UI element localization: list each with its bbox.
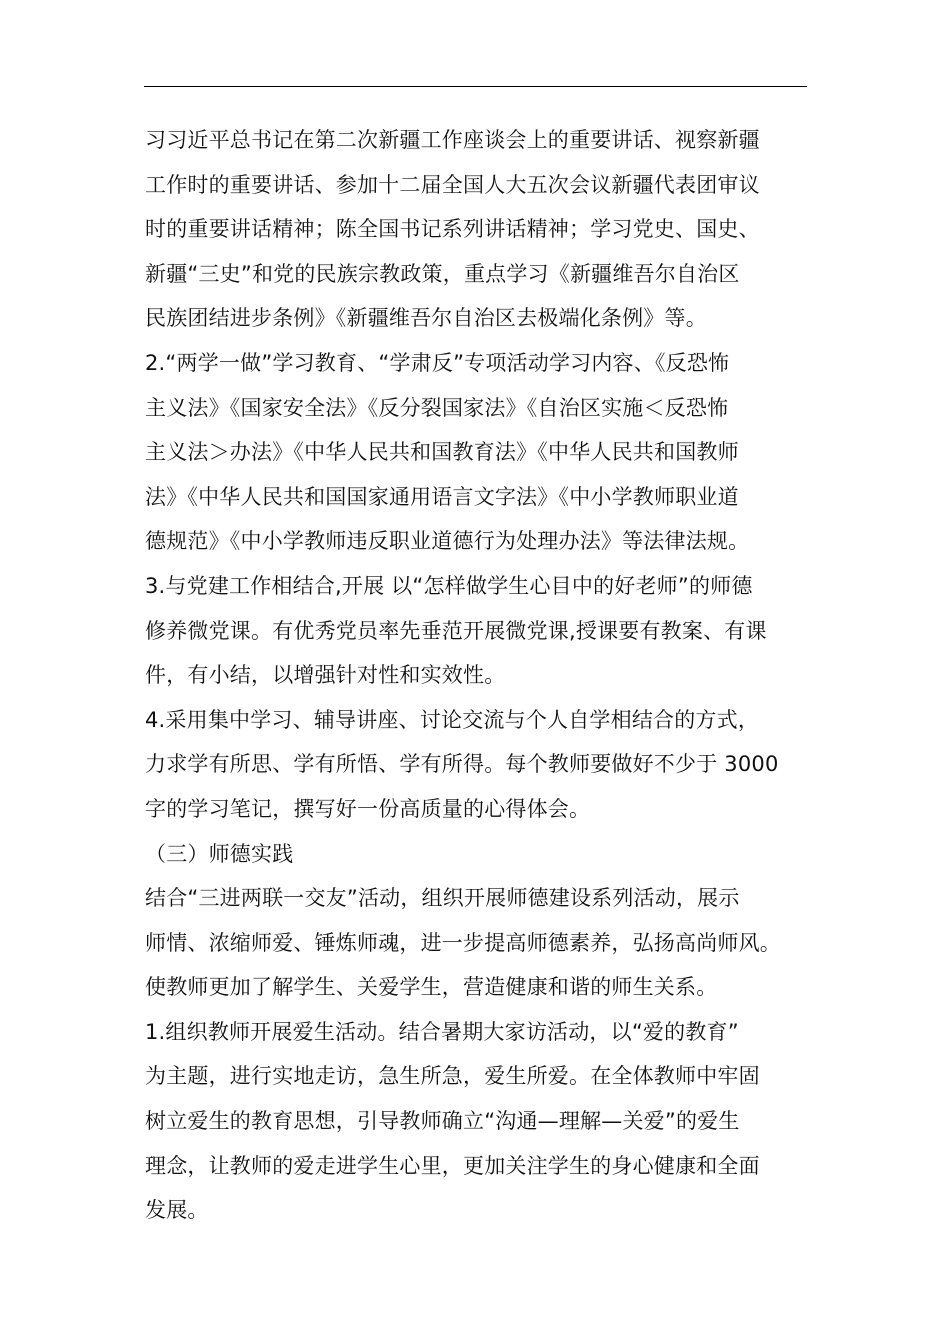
text-line: 字的学习笔记，撰写好一份高质量的心得体会。	[145, 796, 591, 821]
text-line: 新疆“三史”和党的民族宗教政策，重点学习《新疆维吾尔自治区	[145, 261, 740, 286]
text-line: 2.“两学一做”学习教育、“学肃反”专项活动学习内容、《反恐怖	[145, 350, 730, 375]
body-text	[145, 118, 815, 1233]
text-line: 结合“三进两联一交友”活动，组织开展师德建设系列活动，展示	[145, 886, 740, 911]
text-line: 3.与党建工作相结合,开展 以“怎样做学生心目中的好老师”的师德	[145, 573, 753, 598]
text-line: 工作时的重要讲话、参加十二届全国人大五次会议新疆代表团审议	[145, 172, 760, 197]
text-line: 师情、浓缩师爱、锤炼师魂，进一步提高师德素养，弘扬高尚师风。	[145, 930, 781, 955]
text-line: 发展。	[145, 1198, 209, 1223]
text-line: 1.组织教师开展爱生活动。结合暑期大家访活动，以“爱的教育”	[145, 1019, 739, 1044]
text-line: 主义法＞办法》《中华人民共和国教育法》《中华人民共和国教师	[145, 440, 739, 465]
text-line: 树立爱生的教育思想，引导教师确立“沟通—理解—关爱”的爱生	[145, 1109, 740, 1134]
text-line: 理念，让教师的爱走进学生心里，更加关注学生的身心健康和全面	[145, 1153, 760, 1178]
text-line: 件，有小结，以增强针对性和实效性。	[145, 663, 506, 688]
text-line: 使教师更加了解学生、关爱学生，营造健康和谐的师生关系。	[145, 975, 718, 1000]
section-heading: （三）师德实践	[145, 841, 294, 866]
text-line: 4.采用集中学习、辅导讲座、讨论交流与个人自学相结合的方式，	[145, 707, 760, 732]
text-line: 德规范》《中小学教师违反职业道德行为处理办法》等法律法规。	[145, 529, 750, 554]
text-line: 修养微党课。有优秀党员率先垂范开展微党课,授课要有教案、有课	[145, 618, 767, 643]
text-line: 习习近平总书记在第二次新疆工作座谈会上的重要讲话、视察新疆	[145, 128, 760, 152]
header-rule	[144, 86, 807, 87]
text-line: 法》《中华人民共和国国家通用语言文字法》《中小学教师职业道	[145, 484, 739, 509]
text-line: 民族团结进步条例》《新疆维吾尔自治区去极端化条例》等。	[145, 306, 707, 331]
text-line: 主义法》《国家安全法》《反分裂国家法》《自治区实施＜反恐怖	[145, 395, 729, 420]
text-line: 为主题，进行实地走访，急生所急，爱生所爱。在全体教师中牢固	[145, 1064, 760, 1089]
text-line: 时的重要讲话精神；陈全国书记系列讲话精神；学习党史、国史、	[145, 217, 760, 242]
text-line: 力求学有所思、学有所悟、学有所得。每个教师要做好不少于 3000	[145, 752, 779, 777]
